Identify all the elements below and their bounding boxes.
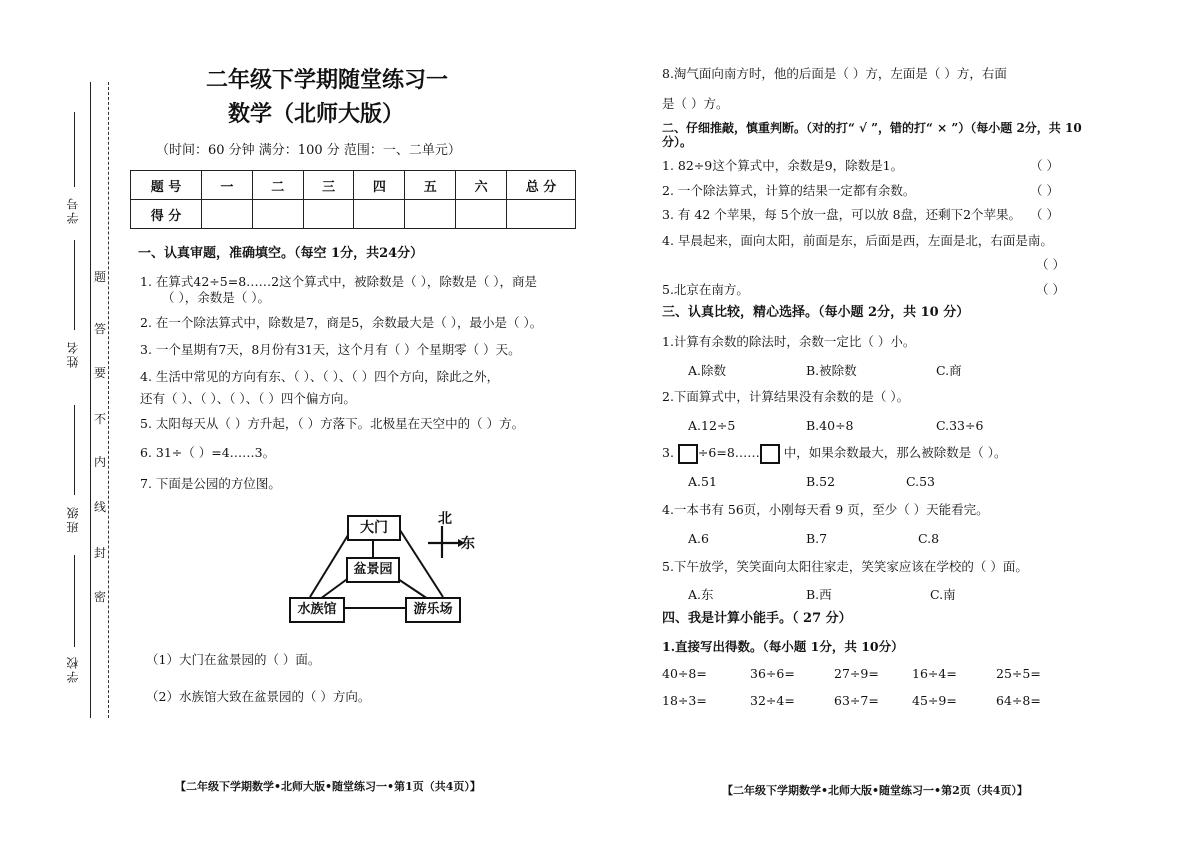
choice-5-option-c[interactable]: C.南 bbox=[930, 587, 956, 602]
choice-3-text: 中，如果余数最大，那么被除数是（ ）。 bbox=[783, 445, 1007, 460]
section2-title-cont: 分）。 bbox=[662, 135, 693, 149]
choice-3-number: 3. bbox=[662, 445, 674, 460]
page1-footer: 【二年级下学期数学•北师大版•随堂练习一•第1页（共4页）】 bbox=[175, 780, 481, 793]
score-cell[interactable] bbox=[507, 200, 576, 229]
calc-item: 16÷4= bbox=[912, 666, 957, 681]
judge-5-answer[interactable]: （ ） bbox=[1036, 282, 1065, 297]
question-7-2: （2）水族馆大致在盆景园的（ ）方向。 bbox=[146, 689, 371, 704]
choice-2-option-a[interactable]: A.12÷5 bbox=[688, 418, 736, 433]
question-4-line2: 还有（ ）、（ ）、（ ）、（ ）四个偏方向。 bbox=[140, 391, 356, 406]
calc-item: 45÷9= bbox=[912, 693, 957, 708]
question-1-line2: （ ），余数是（ ）。 bbox=[162, 290, 270, 305]
section1-title: 一、认真审题，准确填空。（每空 1分，共24分） bbox=[138, 246, 424, 261]
choice-2-option-c[interactable]: C.33÷6 bbox=[936, 418, 984, 433]
choice-3 bbox=[662, 443, 1007, 464]
calc-item: 40÷8= bbox=[662, 666, 707, 681]
score-cell[interactable] bbox=[354, 200, 405, 229]
judge-1-answer[interactable]: （ ） bbox=[1030, 158, 1059, 173]
score-cell[interactable] bbox=[202, 200, 253, 229]
score-header: 四 bbox=[354, 171, 405, 200]
calc-item: 32÷4= bbox=[750, 693, 795, 708]
score-header: 总 分 bbox=[507, 171, 576, 200]
question-7-1: （1）大门在盆景园的（ ）面。 bbox=[146, 652, 321, 667]
compass-east-label: 东 bbox=[461, 536, 475, 552]
judge-5: 5.北京在南方。 bbox=[662, 282, 749, 297]
score-header: 三 bbox=[303, 171, 354, 200]
choice-4-option-a[interactable]: A.6 bbox=[688, 531, 709, 546]
question-7: 7. 下面是公园的方位图。 bbox=[140, 476, 281, 491]
section2-title: 二、仔细推敲，慎重判断。（对的打“ √ ”，错的打“ × ”）（每小题 2分，共 10 bbox=[662, 121, 1082, 135]
choice-1-option-c[interactable]: C.商 bbox=[936, 363, 962, 378]
page-subtitle: 数学（北师大版） bbox=[228, 101, 405, 127]
question-8-line2: 是（ ）方。 bbox=[662, 96, 729, 111]
seal-char: 要 bbox=[94, 366, 107, 380]
seal-char: 封 bbox=[94, 546, 107, 560]
student-number-label: 学号 bbox=[66, 196, 80, 224]
map-aquarium: 水族馆 bbox=[289, 597, 345, 623]
class-label: 班级 bbox=[66, 505, 80, 533]
section3-title: 三、认真比较，精心选择。（每小题 2分，共 10 分） bbox=[662, 305, 970, 320]
score-table bbox=[130, 170, 576, 229]
question-5: 5. 太阳每天从（ ）方升起，（ ）方落下。北极星在天空中的（ ）方。 bbox=[140, 416, 525, 431]
section4-title: 四、我是计算小能手。（ 27 分） bbox=[662, 611, 852, 626]
seal-char: 答 bbox=[94, 322, 107, 336]
name-label: 姓名 bbox=[66, 340, 80, 368]
score-row bbox=[131, 200, 576, 229]
calc-item: 36÷6= bbox=[750, 666, 795, 681]
seal-char: 内 bbox=[94, 455, 107, 469]
calc-item: 27÷9= bbox=[834, 666, 879, 681]
seal-char: 密 bbox=[94, 590, 107, 604]
choice-4-option-c[interactable]: C.8 bbox=[918, 531, 940, 546]
score-cell[interactable] bbox=[303, 200, 354, 229]
page2-footer: 【二年级下学期数学•北师大版•随堂练习一•第2页（共4页）】 bbox=[722, 784, 1028, 797]
remainder-box bbox=[760, 444, 780, 464]
choice-3-expression: ÷6=8…… bbox=[697, 445, 760, 460]
score-cell[interactable] bbox=[456, 200, 507, 229]
compass-north-label: 北 bbox=[438, 511, 452, 527]
calc-item: 63÷7= bbox=[834, 693, 879, 708]
question-8-line1: 8.淘气面向南方时，他的后面是（ ）方，左面是（ ）方，右面 bbox=[662, 66, 1007, 81]
question-4-line1: 4. 生活中常见的方向有东、（ ）、（ ）、（ ）四个方向，除此之外， bbox=[140, 369, 500, 384]
choice-5-option-a[interactable]: A.东 bbox=[688, 587, 714, 602]
question-1-line1: 1. 在算式42÷5=8……2这个算式中，被除数是（ ），除数是（ ），商是 bbox=[140, 274, 538, 289]
choice-2-option-b[interactable]: B.40÷8 bbox=[806, 418, 854, 433]
score-cell[interactable] bbox=[405, 200, 456, 229]
exam-info: （时间：60 分钟 满分：100 分 范围：一、二单元） bbox=[156, 143, 461, 158]
dividend-box bbox=[678, 444, 698, 464]
choice-1: 1.计算有余数的除法时，余数一定比（ ）小。 bbox=[662, 334, 916, 349]
seal-char: 线 bbox=[94, 500, 107, 514]
score-header: 二 bbox=[252, 171, 303, 200]
judge-2: 2. 一个除法算式，计算的结果一定都有余数。 bbox=[662, 183, 916, 198]
score-row-label: 得 分 bbox=[131, 200, 202, 229]
seal-char: 不 bbox=[94, 412, 107, 426]
score-cell[interactable] bbox=[252, 200, 303, 229]
choice-5-option-b[interactable]: B.西 bbox=[806, 587, 832, 602]
choice-5: 5.下午放学，笑笑面向太阳往家走，笑笑家应该在学校的（ ）面。 bbox=[662, 559, 1028, 574]
judge-4-answer[interactable]: （ ） bbox=[1036, 257, 1065, 272]
calc-item: 18÷3= bbox=[662, 693, 707, 708]
judge-3-answer[interactable]: （ ） bbox=[1030, 207, 1059, 222]
score-header: 六 bbox=[456, 171, 507, 200]
choice-1-option-a[interactable]: A.除数 bbox=[688, 363, 727, 378]
judge-3: 3. 有 42 个苹果，每 5个放一盘，可以放 8盘，还剩下2个苹果。 bbox=[662, 207, 1022, 222]
school-label: 学校 bbox=[66, 655, 80, 683]
choice-3-option-b[interactable]: B.52 bbox=[806, 474, 836, 489]
judge-1: 1. 82÷9这个算式中，余数是9，除数是1。 bbox=[662, 158, 904, 173]
school-field[interactable] bbox=[74, 555, 75, 647]
class-field[interactable] bbox=[74, 405, 75, 495]
score-header: 题 号 bbox=[131, 171, 202, 200]
question-2: 2. 在一个除法算式中，除数是7，商是5，余数最大是（ ），最小是（ ）。 bbox=[140, 315, 543, 330]
page-title: 二年级下学期随堂练习一 bbox=[206, 67, 449, 93]
choice-3-option-c[interactable]: C.53 bbox=[906, 474, 935, 489]
question-6: 6. 31÷（ ）=4……3。 bbox=[140, 445, 276, 460]
calc-title: 1.直接写出得数。（每小题 1分，共 10分） bbox=[662, 639, 904, 654]
map-playground: 游乐场 bbox=[405, 597, 461, 623]
choice-2: 2.下面算式中，计算结果没有余数的是（ ）。 bbox=[662, 389, 910, 404]
score-header: 五 bbox=[405, 171, 456, 200]
gutter-solid-line bbox=[90, 82, 91, 718]
choice-1-option-b[interactable]: B.被除数 bbox=[806, 363, 857, 378]
score-header: 一 bbox=[202, 171, 253, 200]
choice-3-option-a[interactable]: A.51 bbox=[688, 474, 717, 489]
judge-2-answer[interactable]: （ ） bbox=[1030, 183, 1059, 198]
seal-char: 题 bbox=[94, 270, 107, 284]
name-field[interactable] bbox=[74, 240, 75, 330]
judge-4: 4. 早晨起来，面向太阳，前面是东，后面是西，左面是北，右面是南。 bbox=[662, 233, 1053, 248]
choice-4-option-b[interactable]: B.7 bbox=[806, 531, 828, 546]
choice-4: 4.一本书有 56页，小刚每天看 9 页，至少（ ）天能看完。 bbox=[662, 502, 989, 517]
score-header-row bbox=[131, 171, 576, 200]
map-gate: 大门 bbox=[347, 515, 401, 541]
student-number-field[interactable] bbox=[74, 112, 75, 187]
calc-item: 64÷8= bbox=[996, 693, 1041, 708]
map-bonsai-garden: 盆景园 bbox=[346, 557, 400, 583]
question-3: 3. 一个星期有7天，8月份有31天，这个月有（ ）个星期零（ ）天。 bbox=[140, 342, 521, 357]
calc-item: 25÷5= bbox=[996, 666, 1041, 681]
gutter-seal-line bbox=[108, 82, 109, 718]
